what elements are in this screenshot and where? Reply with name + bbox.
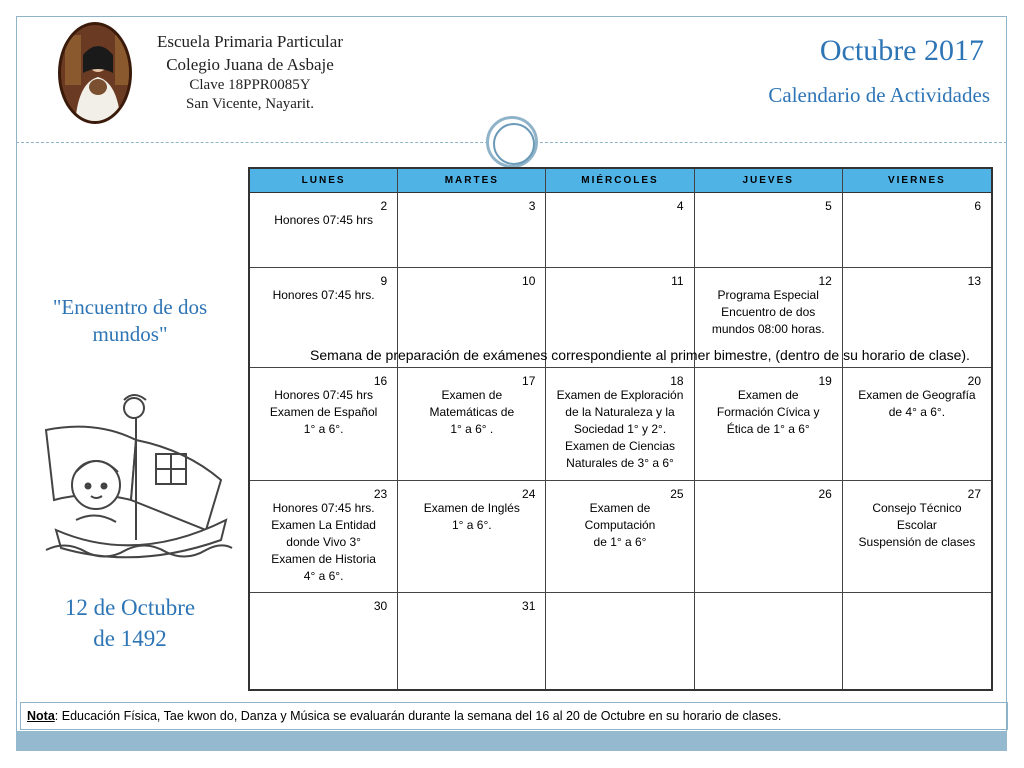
day-number: 27 xyxy=(967,487,982,501)
day-header: MARTES xyxy=(398,169,546,193)
day-header: JUEVES xyxy=(695,169,843,193)
note-label: Nota xyxy=(27,709,55,723)
calendar-day-cell xyxy=(843,593,991,689)
school-college: Colegio Juana de Asbaje xyxy=(166,55,334,74)
day-number: 3 xyxy=(528,199,536,213)
day-event: Examen de Computación de 1° a 6° xyxy=(584,501,656,549)
footer-note xyxy=(20,702,1008,730)
calendar-day-cell xyxy=(250,481,398,593)
activities-calendar xyxy=(248,167,993,691)
day-event: Consejo Técnico Escolar Suspensión de clases xyxy=(858,501,976,549)
calendar-day-cell xyxy=(546,481,694,593)
calendar-day-cell xyxy=(546,193,694,268)
historic-date xyxy=(40,592,220,654)
calendar-day-cell xyxy=(546,368,694,481)
day-number: 9 xyxy=(380,274,388,288)
day-number: 5 xyxy=(825,199,832,213)
calendar-day-cell xyxy=(398,368,546,481)
day-header: LUNES xyxy=(250,169,398,193)
day-event: Honores 07:45 hrs xyxy=(274,213,373,227)
calendar-day-cell xyxy=(695,481,843,593)
day-event: Programa Especial Encuentro de dos mundos 08:00 horas. xyxy=(711,288,825,336)
school-key: Clave 18PPR0085Y xyxy=(189,77,311,93)
day-number: 2 xyxy=(380,199,388,213)
day-number: 30 xyxy=(373,599,388,613)
calendar-day-cell xyxy=(695,368,843,481)
exam-prep-banner: Semana de preparación de exámenes correspondiente al primer bimestre, (dentro de su horario de clase). xyxy=(310,347,970,363)
day-number: 13 xyxy=(967,274,982,288)
day-event: Honores 07:45 hrs. Examen La Entidad donde Vivo 3° Examen de Historia 4° a 6°. xyxy=(271,501,376,583)
ring-ornament xyxy=(486,116,538,168)
day-event: Examen de Formación Cívica y Ética de 1° a 6° xyxy=(716,388,820,436)
calendar-week-row xyxy=(250,368,991,481)
day-event: Honores 07:45 hrs Examen de Español 1° a 6°. xyxy=(269,388,378,436)
day-number: 23 xyxy=(373,487,388,501)
day-number: 20 xyxy=(967,374,982,388)
page-subtitle: Calendario de Actividades xyxy=(768,83,990,107)
day-number: 19 xyxy=(818,374,832,388)
calendar-day-cell xyxy=(250,593,398,689)
calendar-day-cell xyxy=(843,481,991,593)
day-number: 31 xyxy=(522,599,536,613)
day-number: 6 xyxy=(974,199,982,213)
calendar-day-cell xyxy=(398,193,546,268)
calendar-day-cell xyxy=(546,593,694,689)
day-event: Honores 07:45 hrs. xyxy=(272,288,375,302)
calendar-week-row xyxy=(250,593,991,689)
school-name: Escuela Primaria Particular xyxy=(157,32,343,51)
day-number: 18 xyxy=(670,374,684,388)
day-event: Examen de Exploración de la Naturaleza y la Sociedad 1° y 2°. Examen de Ciencias Naturales de 3° a 6° xyxy=(556,388,684,470)
calendar-week-row xyxy=(250,193,991,268)
day-number: 12 xyxy=(818,274,832,288)
day-number: 10 xyxy=(522,274,536,288)
day-number: 25 xyxy=(670,487,684,501)
page-title: Octubre 2017 xyxy=(819,34,984,67)
day-event: Examen de Inglés 1° a 6°. xyxy=(423,501,520,532)
day-number: 17 xyxy=(522,374,536,388)
calendar-day-cell xyxy=(398,481,546,593)
calendar-day-cell xyxy=(843,193,991,268)
school-info xyxy=(140,30,360,114)
day-event: Examen de Geografía de 4° a 6°. xyxy=(858,388,976,419)
day-event: Examen de Matemáticas de 1° a 6° . xyxy=(429,388,515,436)
school-portrait-logo xyxy=(58,22,132,124)
calendar-header-row xyxy=(250,169,991,193)
event-quote: "Encuentro de dos mundos" xyxy=(52,295,208,346)
day-header: VIERNES xyxy=(843,169,991,193)
historic-date-line1: 12 de Octubre xyxy=(64,595,196,620)
day-number: 24 xyxy=(522,487,536,501)
footer-bar xyxy=(16,731,1007,751)
calendar-day-cell xyxy=(398,593,546,689)
calendar-day-cell xyxy=(695,193,843,268)
day-number: 11 xyxy=(671,274,684,288)
day-header: MIÉRCOLES xyxy=(546,169,694,193)
calendar-day-cell xyxy=(250,368,398,481)
day-number: 26 xyxy=(818,487,832,501)
note-text: : Educación Física, Tae kwon do, Danza y Música se evaluarán durante la semana del 16 al 20 de Octubre en su horario de clases. xyxy=(54,709,782,723)
school-location: San Vicente, Nayarit. xyxy=(186,96,314,112)
calendar-day-cell xyxy=(250,193,398,268)
calendar-day-cell xyxy=(695,593,843,689)
calendar-day-cell xyxy=(843,368,991,481)
day-number: 16 xyxy=(373,374,388,388)
calendar-week-row xyxy=(250,481,991,593)
columbus-ship-illustration xyxy=(36,390,236,566)
day-number: 4 xyxy=(676,199,684,213)
historic-date-line2: de 1492 xyxy=(93,626,167,651)
